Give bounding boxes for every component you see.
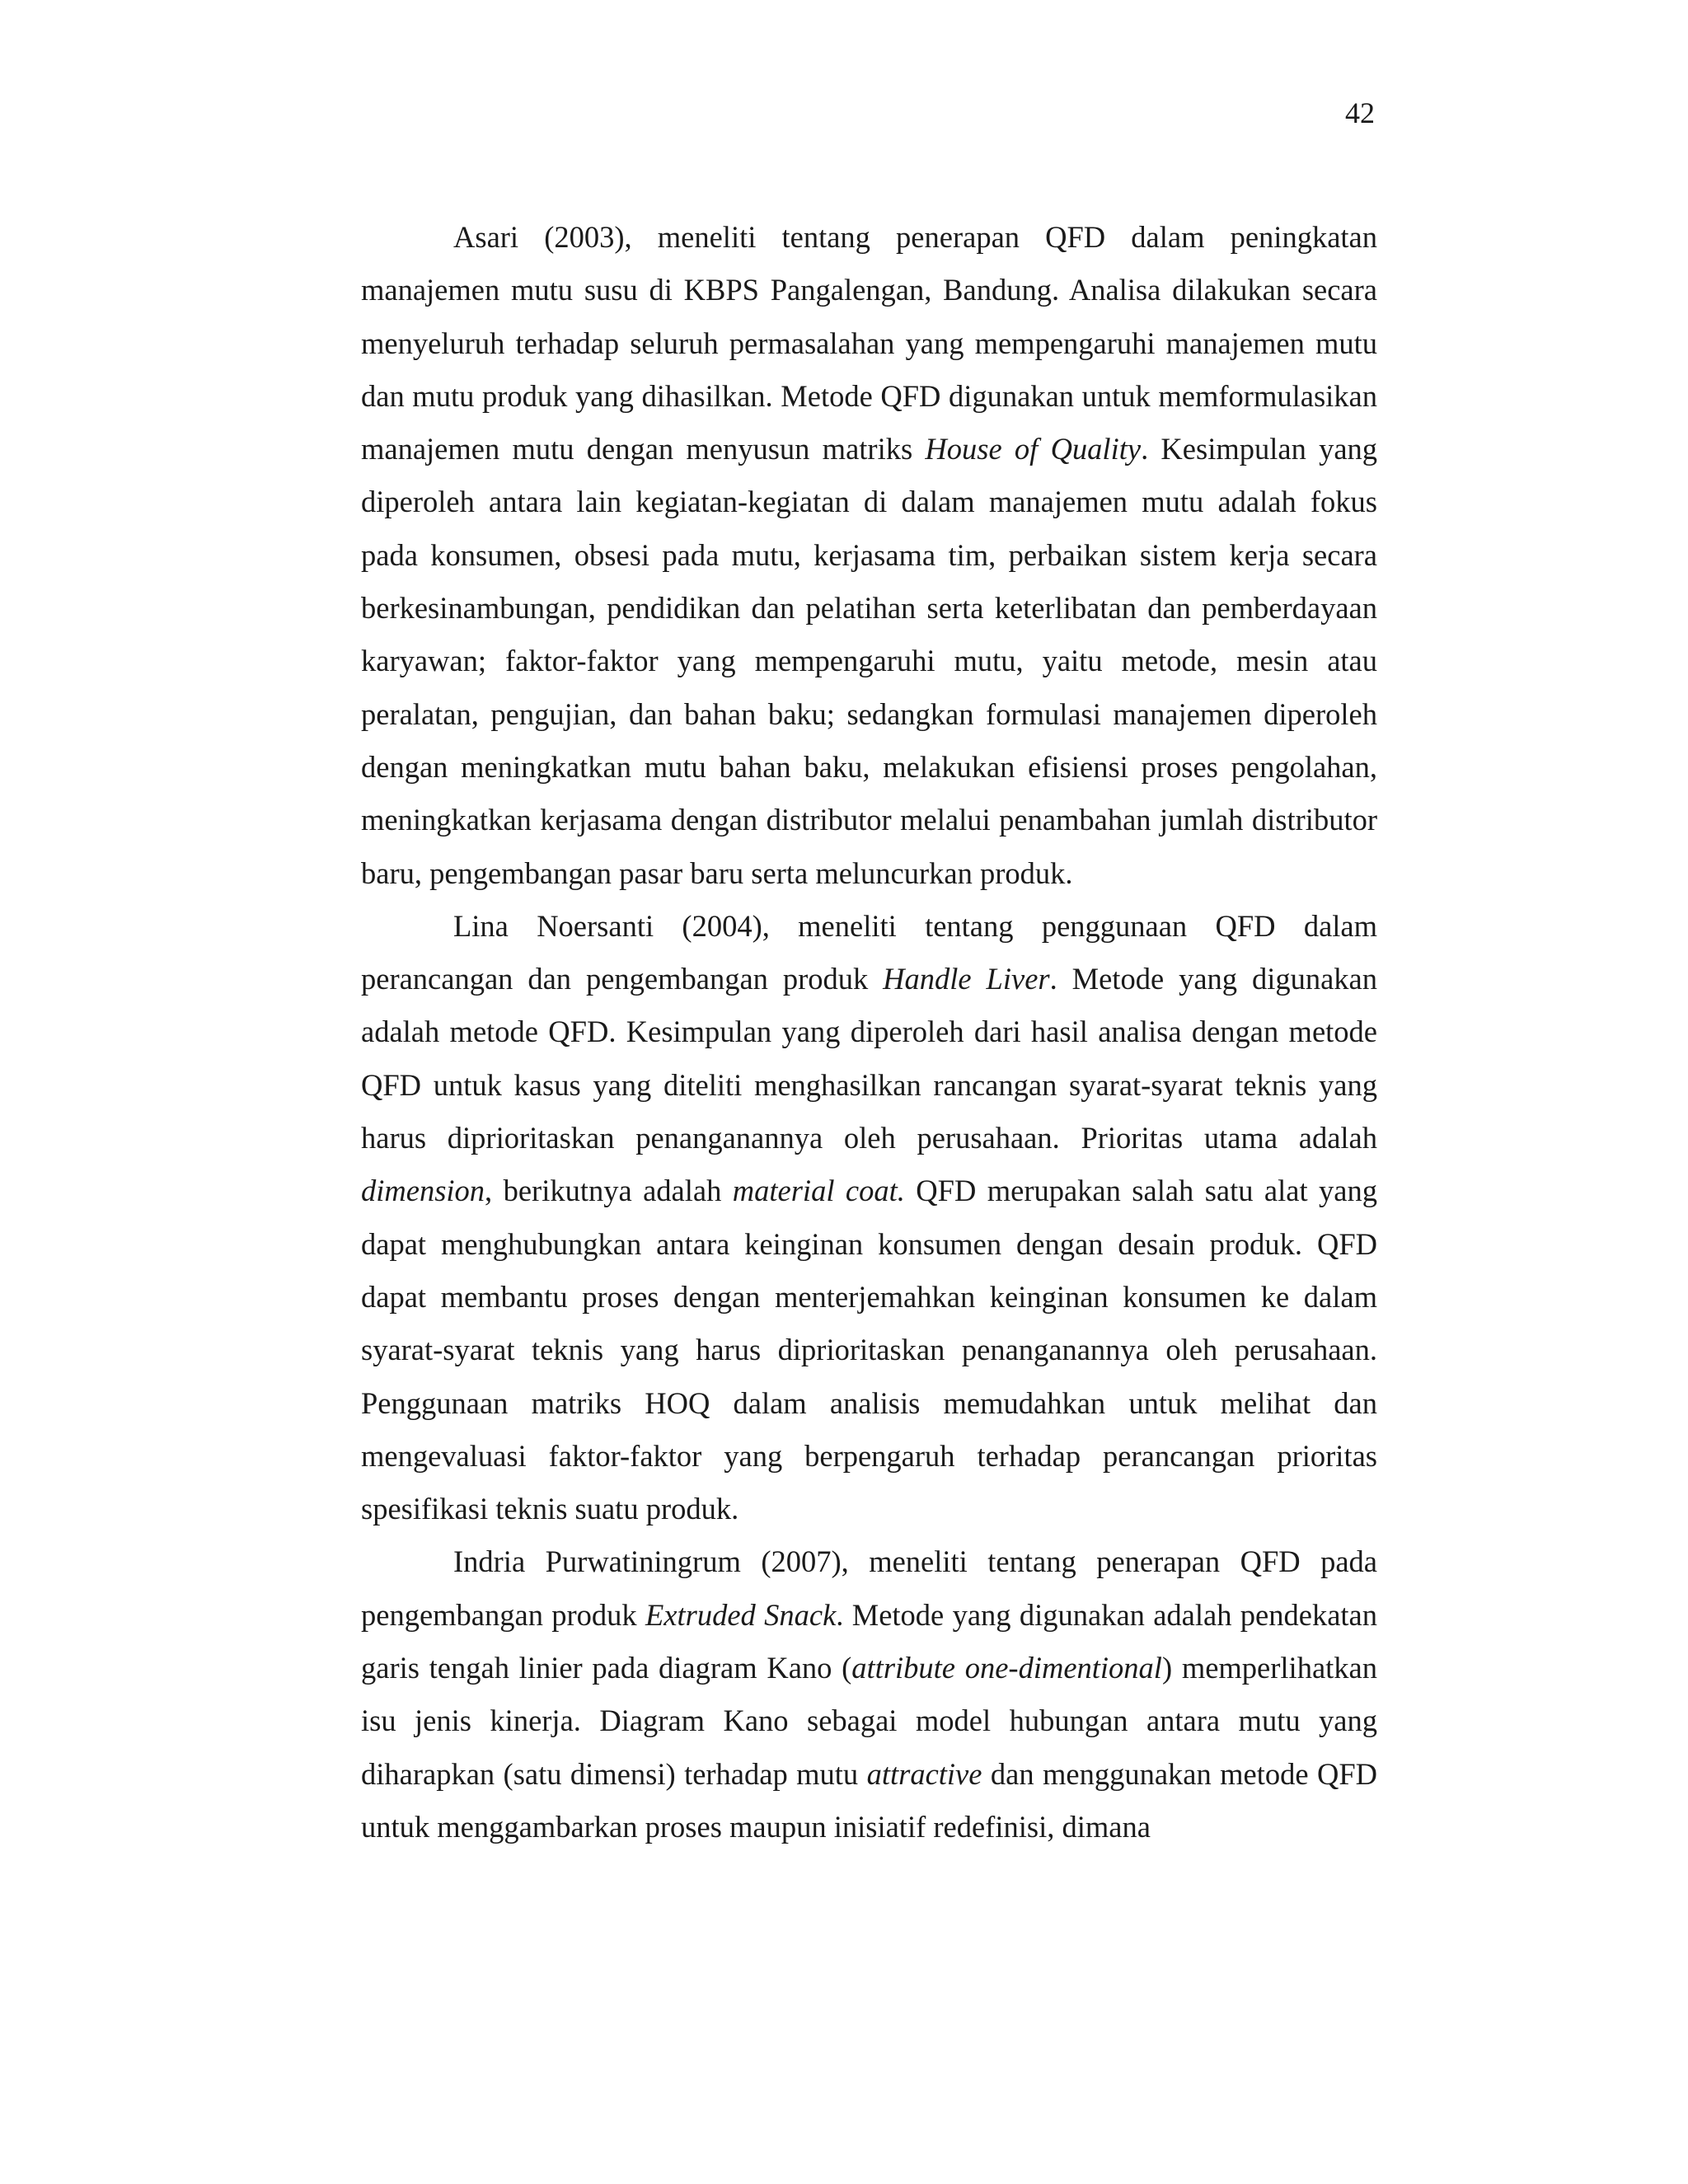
paragraph-text: ) memperlihatkan isu jenis kinerja. Diagram Kano sebagai model hubungan antara mutu yang diharapkan (satu dimensi) terhadap mutu: [361, 1651, 1377, 1791]
paragraph-text: dan menggunakan metode QFD untuk menggambarkan proses maupun inisiatif redefinisi, dimana: [361, 1756, 1377, 1844]
italic-term: material coat.: [732, 1174, 905, 1208]
italic-term: attribute one-dimentional: [851, 1651, 1162, 1685]
paragraph-text: . Metode yang digunakan adalah pendekatan garis tengah linier pada diagram Kano (: [361, 1597, 1377, 1685]
paragraph-text: . Kesimpulan yang diperoleh antara lain kegiatan-kegiatan di dalam manajemen mutu adalah fokus pada konsumen, obsesi pada mutu, kerjasama tim, perbaikan sistem kerja secara berkesinambungan, pendidikan dan pelatihan serta keterlibatan dan pemberdayaan karyawan; faktor-faktor yang mempengaruhi mutu, yaitu metode, mesin atau peralatan, pengujian, dan bahan baku; sedangkan formulasi manajemen diperoleh dengan meningkatkan mutu bahan baku, melakukan efisiensi proses pengolahan, meningkatkan kerjasama dengan distributor melalui penambahan jumlah distributor baru, pengembangan pasar baru serta meluncurkan produk.: [361, 432, 1378, 890]
italic-term: Extruded Snack: [645, 1597, 837, 1632]
italic-term: Handle Liver: [883, 962, 1050, 996]
paragraph-noersanti: [361, 900, 1377, 1536]
page-number: 42: [1345, 96, 1375, 129]
italic-term: dimension: [361, 1174, 485, 1208]
paragraph-text: . Metode yang digunakan adalah metode QFD. Kesimpulan yang diperoleh dari hasil analisa dengan metode QFD untuk kasus yang diteliti menghasilkan rancangan syarat-syarat teknis yang harus diprioritaskan penanganannya oleh perusahaan. Prioritas utama adalah: [361, 962, 1377, 1155]
paragraph-purwatiningrum: [361, 1535, 1377, 1854]
paragraph-text: Asari (2003), meneliti tentang penerapan QFD dalam peningkatan manajemen mutu susu di KBPS Pangalengan, Bandung. Analisa dilakukan secara menyeluruh terhadap seluruh permasalahan yang mempengaruhi manajemen mutu dan mutu produk yang dihasilkan. Metode QFD digunakan untuk memformulasikan manajemen mutu dengan menyusun matriks: [361, 220, 1377, 466]
paragraph-text: Indria Purwatiningrum (2007), meneliti tentang penerapan QFD pada pengembangan produk: [361, 1544, 1377, 1632]
paragraph-text: , berikutnya adalah: [485, 1174, 733, 1208]
paragraph-text: QFD merupakan salah satu alat yang dapat menghubungkan antara keinginan konsumen dengan desain produk. QFD dapat membantu proses dengan menterjemahkan keinginan konsumen ke dalam syarat-syarat teknis yang harus diprioritaskan penanganannya oleh perusahaan. Penggunaan matriks HOQ dalam analisis memudahkan untuk melihat dan mengevaluasi faktor-faktor yang berpengaruh terhadap perancangan prioritas spesifikasi teknis suatu produk.: [361, 1174, 1377, 1526]
body-text: [361, 211, 1377, 1854]
italic-term: House of Quality: [925, 432, 1142, 466]
italic-term: attractive: [866, 1756, 982, 1791]
paragraph-text: Lina Noersanti (2004), meneliti tentang penggunaan QFD dalam perancangan dan pengembangan produk: [361, 908, 1377, 996]
paragraph-asari: [361, 211, 1377, 900]
